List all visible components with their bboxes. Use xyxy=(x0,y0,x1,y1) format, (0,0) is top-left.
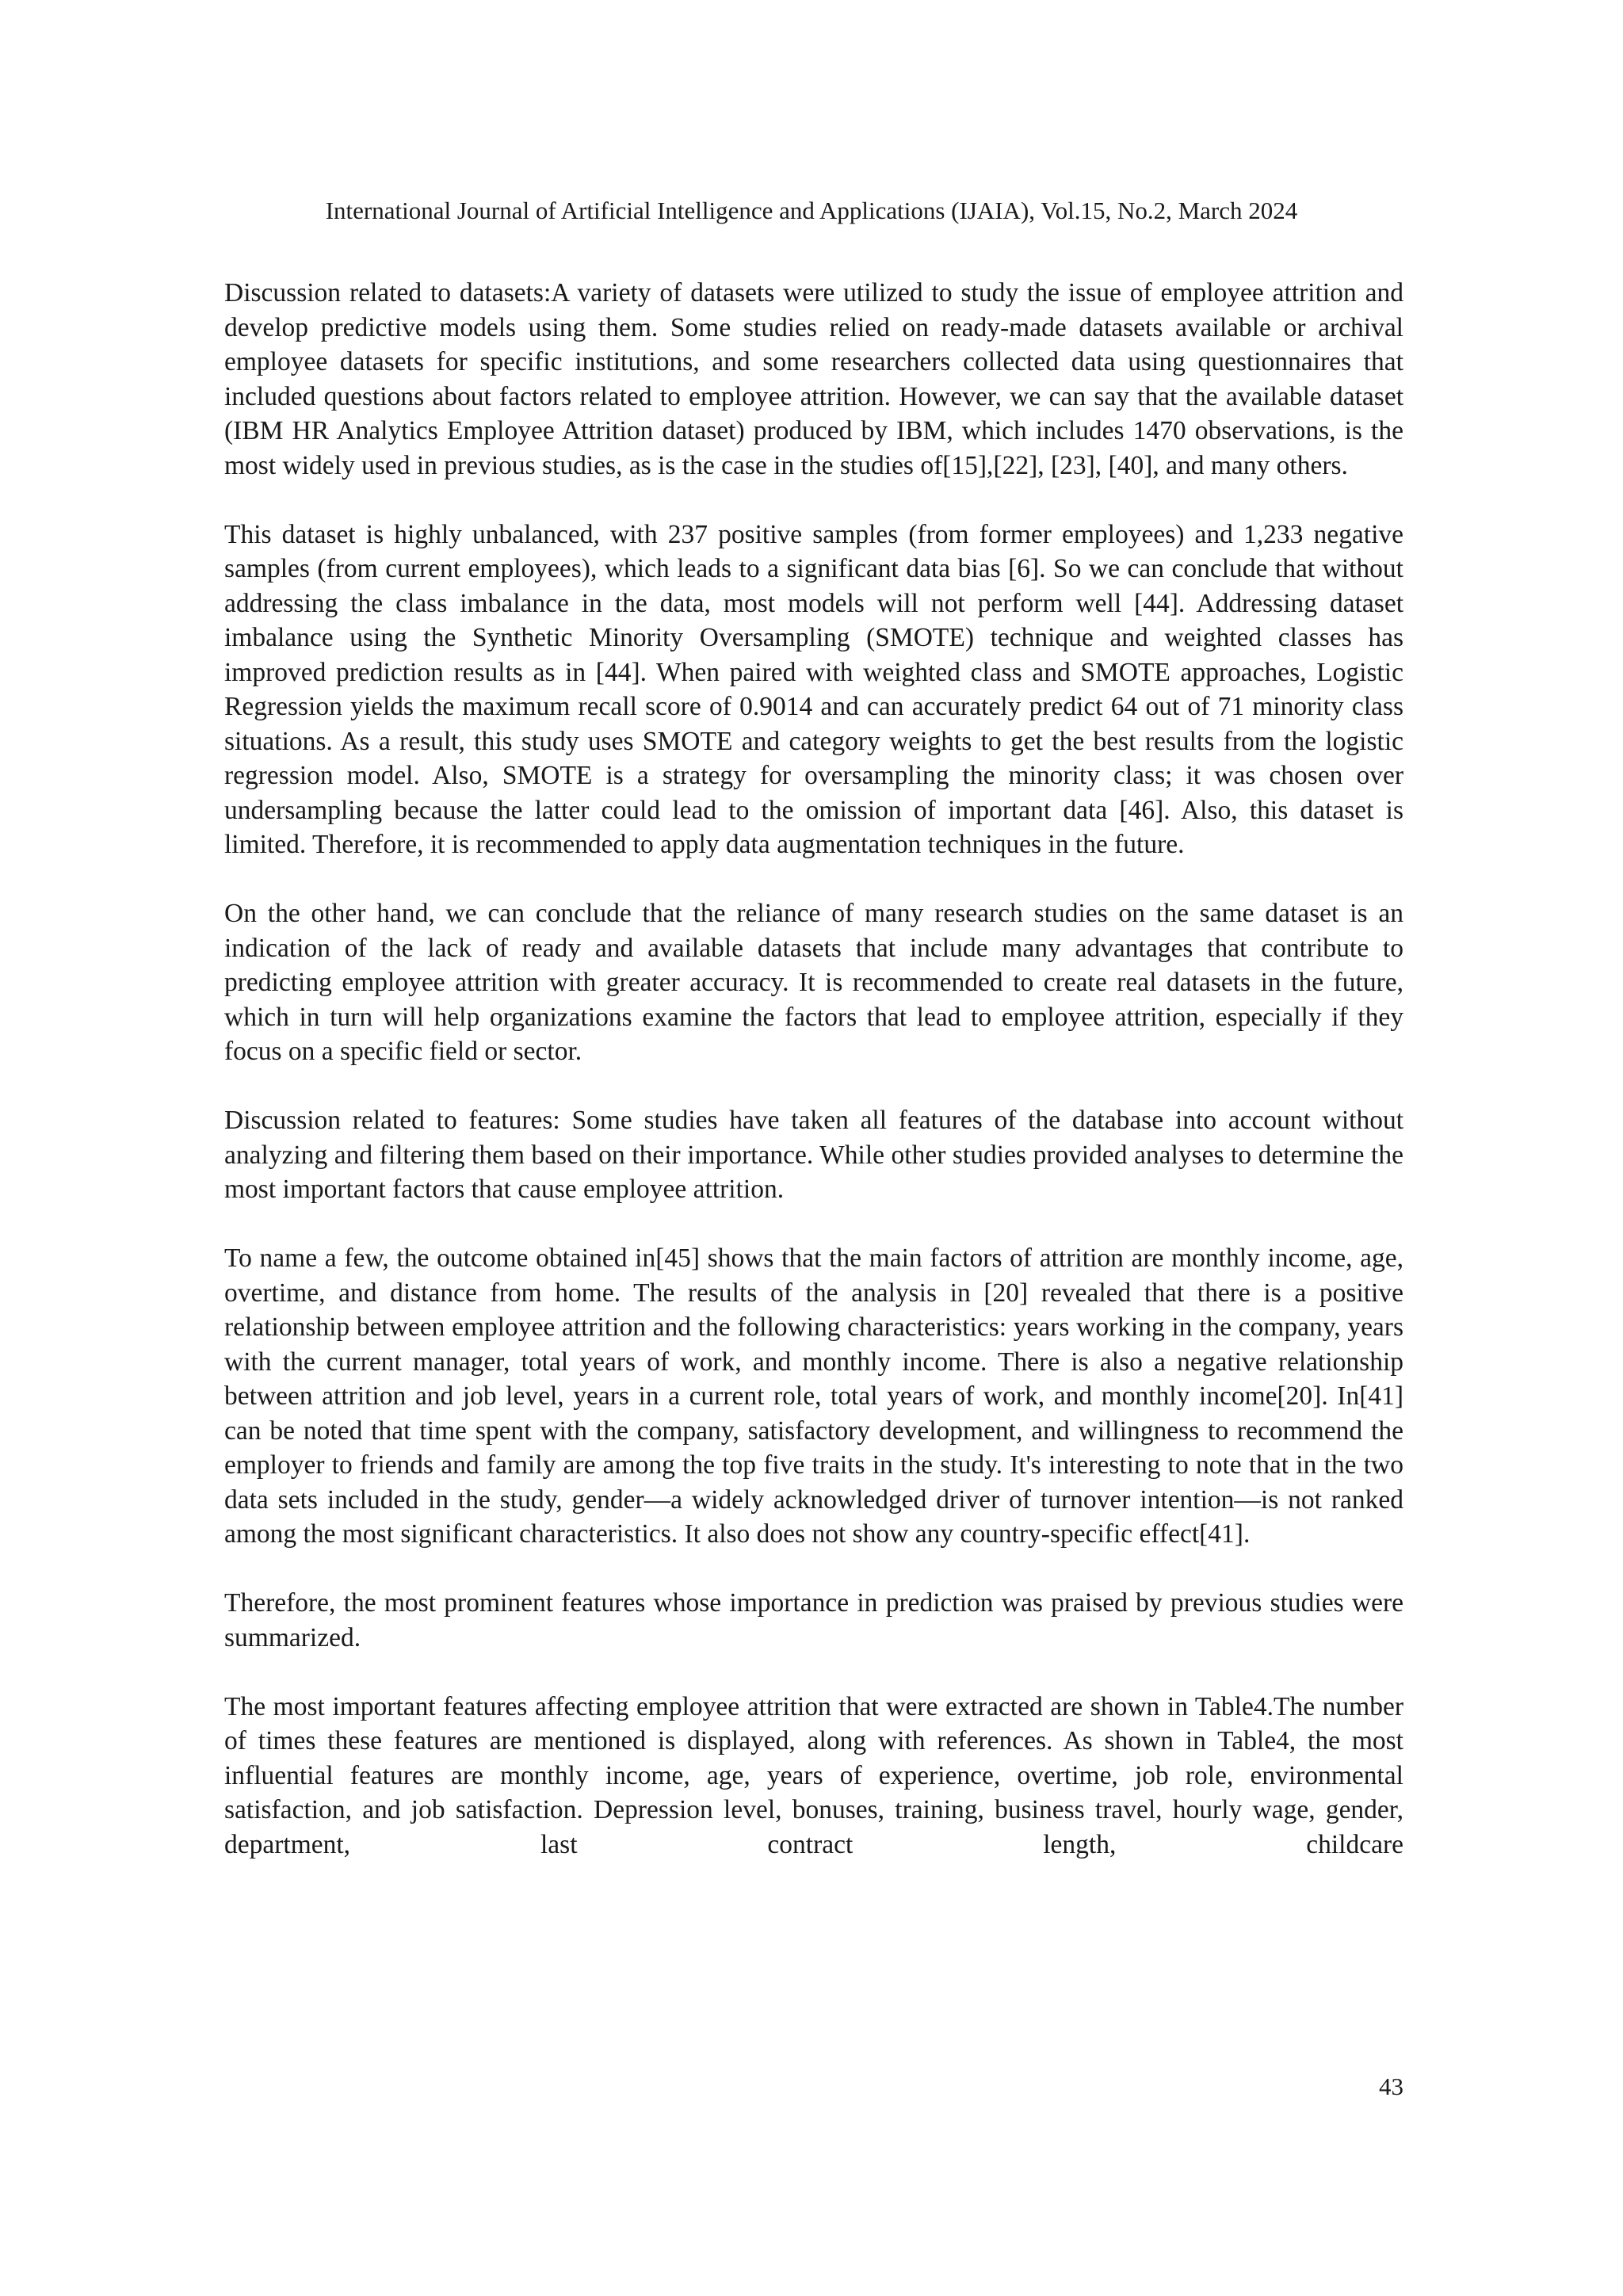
paragraph-datasets-discussion: Discussion related to datasets:A variety of datasets were utilized to study the issue of employee attrition and develop predictive models using them. Some studies relied on ready-made datasets available or archival employee datasets for specific institutions, and some researchers collected data using questionnaires that included questions about factors related to employee attrition. However, we can say that the available dataset (IBM HR Analytics Employee Attrition dataset) produced by IBM, which includes 1470 observations, is the most widely used in previous studies, as is the case in the studies of[15],[22], [23], [40], and many others. xyxy=(224,278,1403,480)
paragraph-attrition-factors: To name a few, the outcome obtained in[45] shows that the main factors of attrition are monthly income, age, overtime, and distance from home. The results of the analysis in [20] revealed that there is a positive relationship between employee attrition and the following characteristics: years working in the company, years with the current manager, total years of work, and monthly income. There is also a negative relationship between attrition and job level, years in a current role, total years of work, and monthly income[20]. In[41] can be noted that time spent with the company, satisfactory development, and willingness to recommend the employer to friends and family are among the top five traits in the study. It's interesting to note that in the two data sets included in the study, gender—a widely acknowledged driver of turnover intention—is not ranked among the most significant characteristics. It also does not show any country-specific effect[41]. xyxy=(224,1244,1403,1549)
page-number: 43 xyxy=(1379,2073,1403,2100)
paragraph-dataset-reliance: On the other hand, we can conclude that the reliance of many research studies on the same dataset is an indication of the lack of ready and available datasets that include many advantages that contribute to predicting employee attrition with greater accuracy. It is recommended to create real datasets in the future, which in turn will help organizations examine the factors that lead to employee attrition, especially if they focus on a specific field or sector. xyxy=(224,899,1403,1066)
paragraph-table4-overview: The most important features affecting employee attrition that were extracted are shown in Table4.The number of times these features are mentioned is displayed, along with references. As shown in Table4, the most influential features are monthly income, age, years of experience, overtime, job role, environmental satisfaction, and job satisfaction. Depression level, bonuses, training, business travel, hourly wage, gender, department, last contract length, childcare xyxy=(224,1691,1403,1859)
paragraph-features-discussion: Discussion related to features: Some studies have taken all features of the database into account without analyzing and filtering them based on their importance. While other studies provided analyses to determine the most important factors that cause employee attrition. xyxy=(224,1106,1403,1204)
running-header: International Journal of Artificial Intelligence and Applications (IJAIA), Vol.15, No.2, March 2024 xyxy=(325,197,1298,224)
paragraph-features-summary: Therefore, the most prominent features whose importance in prediction was praised by previous studies were summarized. xyxy=(224,1588,1403,1652)
body-text xyxy=(224,276,1403,1862)
paragraph-dataset-imbalance: This dataset is highly unbalanced, with 237 positive samples (from former employees) and 1,233 negative samples (from current employees), which leads to a significant data bias [6]. So we can conclude that without addressing the class imbalance in the data, most models will not perform well [44]. Addressing dataset imbalance using the Synthetic Minority Oversampling (SMOTE) technique and weighted classes has improved prediction results as in [44]. When paired with weighted class and SMOTE approaches, Logistic Regression yields the maximum recall score of 0.9014 and can accurately predict 64 out of 71 minority class situations. As a result, this study uses SMOTE and category weights to get the best results from the logistic regression model. Also, SMOTE is a strategy for oversampling the minority class; it was chosen over undersampling because the latter could lead to the omission of important data [46]. Also, this dataset is limited. Therefore, it is recommended to apply data augmentation techniques in the future. xyxy=(224,519,1403,859)
